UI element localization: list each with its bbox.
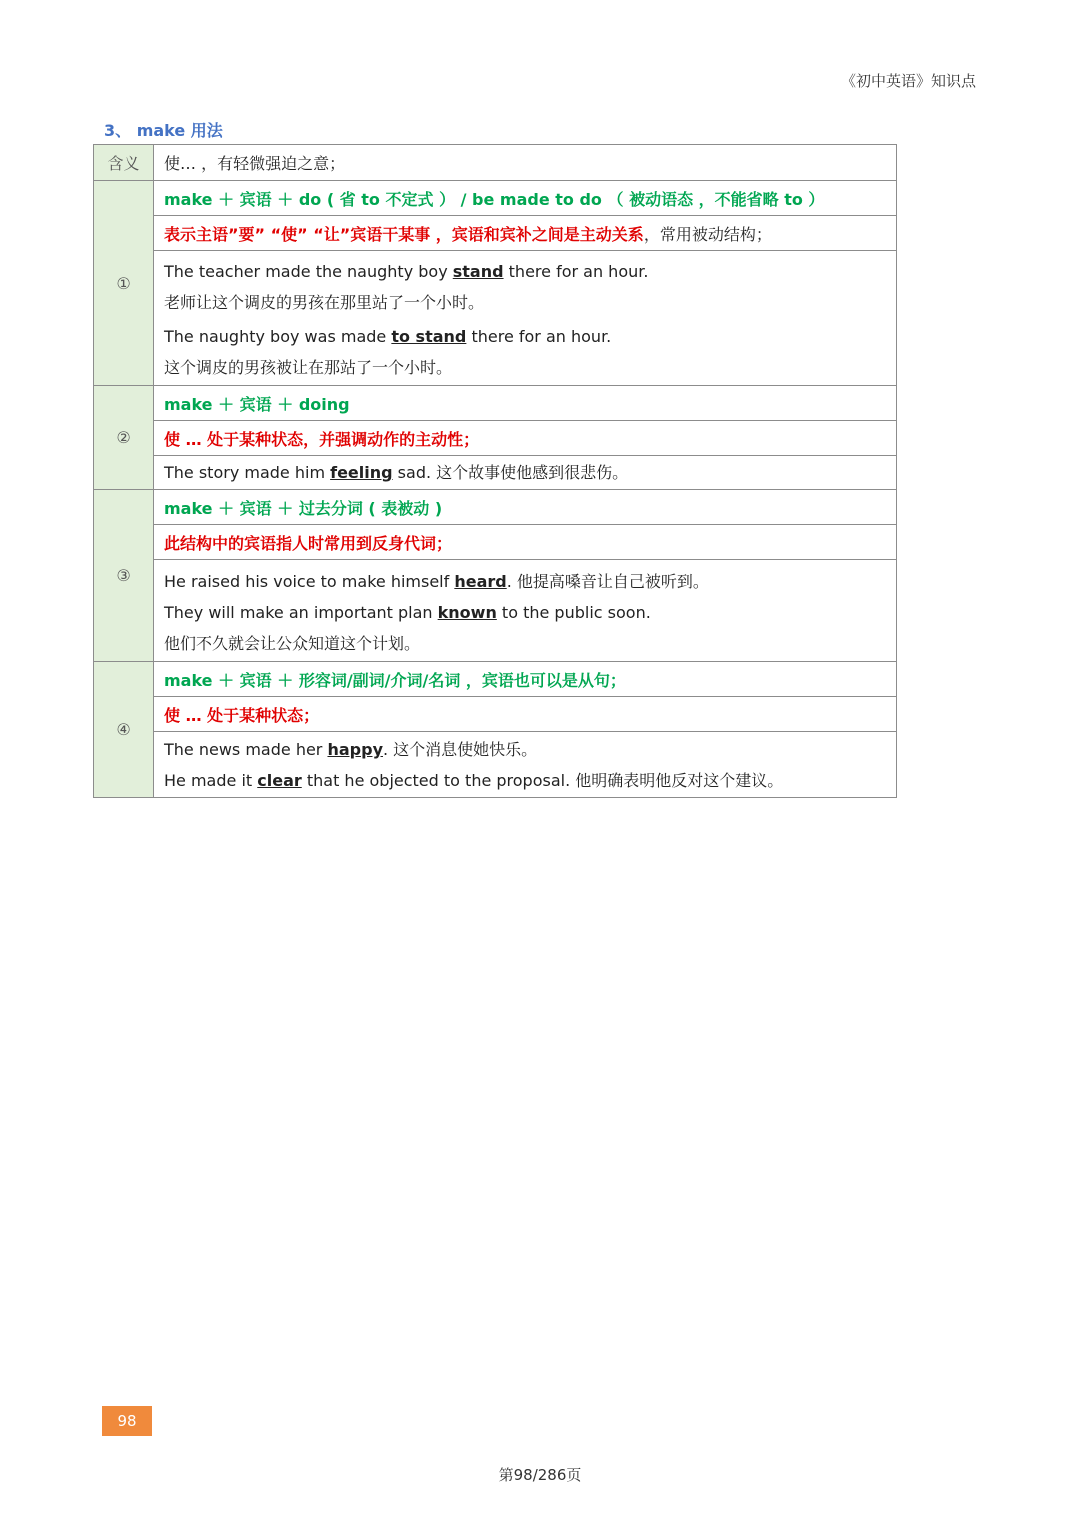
usage-pattern: make ＋ 宾语 ＋ doing: [154, 386, 897, 421]
usage-pattern: make ＋ 宾语 ＋ 过去分词 ( 表被动 ): [154, 490, 897, 525]
example-line: He raised his voice to make himself heard. 他提高嗓音让自己被听到。: [164, 572, 709, 591]
usage-note: [154, 216, 897, 251]
usage-examples: [154, 732, 897, 798]
usage-note-text: 表示主语”要” “使” “让”宾语干某事 ，宾语和宾补之间是主动关系: [164, 224, 644, 244]
usage-note: 使 … 处于某种状态；: [154, 697, 897, 732]
usage-examples-row: [94, 732, 897, 798]
example-line: The naughty boy was made to stand there for an hour.: [164, 327, 612, 346]
key-word: clear: [257, 771, 302, 790]
usage-examples: [154, 251, 897, 386]
key-word: to stand: [391, 327, 467, 346]
key-word: known: [437, 603, 497, 622]
usage-note-row: [94, 697, 897, 732]
example-line: He made it clear that he objected to the proposal. 他明确表明他反对这个建议。: [164, 771, 784, 790]
document-header: 《初中英语》知识点: [840, 72, 976, 90]
usage-pattern: make ＋ 宾语 ＋ 形容词/副词/介词/名词 ，宾语也可以是从句；: [154, 662, 897, 697]
make-usage-table: [93, 144, 897, 798]
usage-number: ①: [94, 181, 154, 386]
page-footer: 第98/286页: [498, 1466, 582, 1484]
usage-examples: [154, 560, 897, 662]
usage-examples: [154, 456, 897, 490]
usage-pattern-row: [94, 386, 897, 421]
key-word: heard: [454, 572, 507, 591]
meaning-row: [94, 145, 897, 181]
key-word: feeling: [330, 463, 393, 482]
usage-pattern-row: [94, 662, 897, 697]
example-line: The teacher made the naughty boy stand there for an hour.: [164, 262, 649, 281]
usage-note: 此结构中的宾语指人时常用到反身代词；: [154, 525, 897, 560]
usage-examples-row: [94, 456, 897, 490]
example-line: The news made her happy. 这个消息使她快乐。: [164, 740, 538, 759]
usage-examples-row: [94, 560, 897, 662]
key-word: happy: [327, 740, 383, 759]
usage-note-plain: ，常用被动结构；: [643, 224, 772, 244]
usage-pattern-row: [94, 490, 897, 525]
meaning-text: 使… ，有轻微强迫之意；: [154, 145, 897, 181]
key-word: stand: [452, 262, 504, 281]
usage-note: 使 … 处于某种状态，并强调动作的主动性；: [154, 421, 897, 456]
usage-number: ④: [94, 662, 154, 798]
usage-note-row: [94, 525, 897, 560]
usage-pattern: make ＋ 宾语 ＋ do ( 省 to 不定式 ） / be made to do （ 被动语态 ，不能省略 to ）: [154, 181, 897, 216]
usage-note-row: [94, 216, 897, 251]
usage-number: ②: [94, 386, 154, 490]
meaning-label: 含义: [94, 145, 154, 181]
example-line: 他们不久就会让公众知道这个计划。: [164, 634, 421, 653]
usage-examples-row: [94, 251, 897, 386]
usage-note-row: [94, 421, 897, 456]
example-line: They will make an important plan known to the public soon.: [164, 603, 651, 622]
page-number-badge: 98: [102, 1406, 152, 1436]
example-line: 老师让这个调皮的男孩在那里站了一个小时。: [164, 293, 485, 312]
example-line: The story made him feeling sad. 这个故事使他感到很悲伤。: [164, 463, 629, 482]
example-line: 这个调皮的男孩被让在那站了一个小时。: [164, 358, 453, 377]
section-title: 3、 make 用法: [104, 121, 223, 140]
usage-pattern-row: [94, 181, 897, 216]
usage-number: ③: [94, 490, 154, 662]
